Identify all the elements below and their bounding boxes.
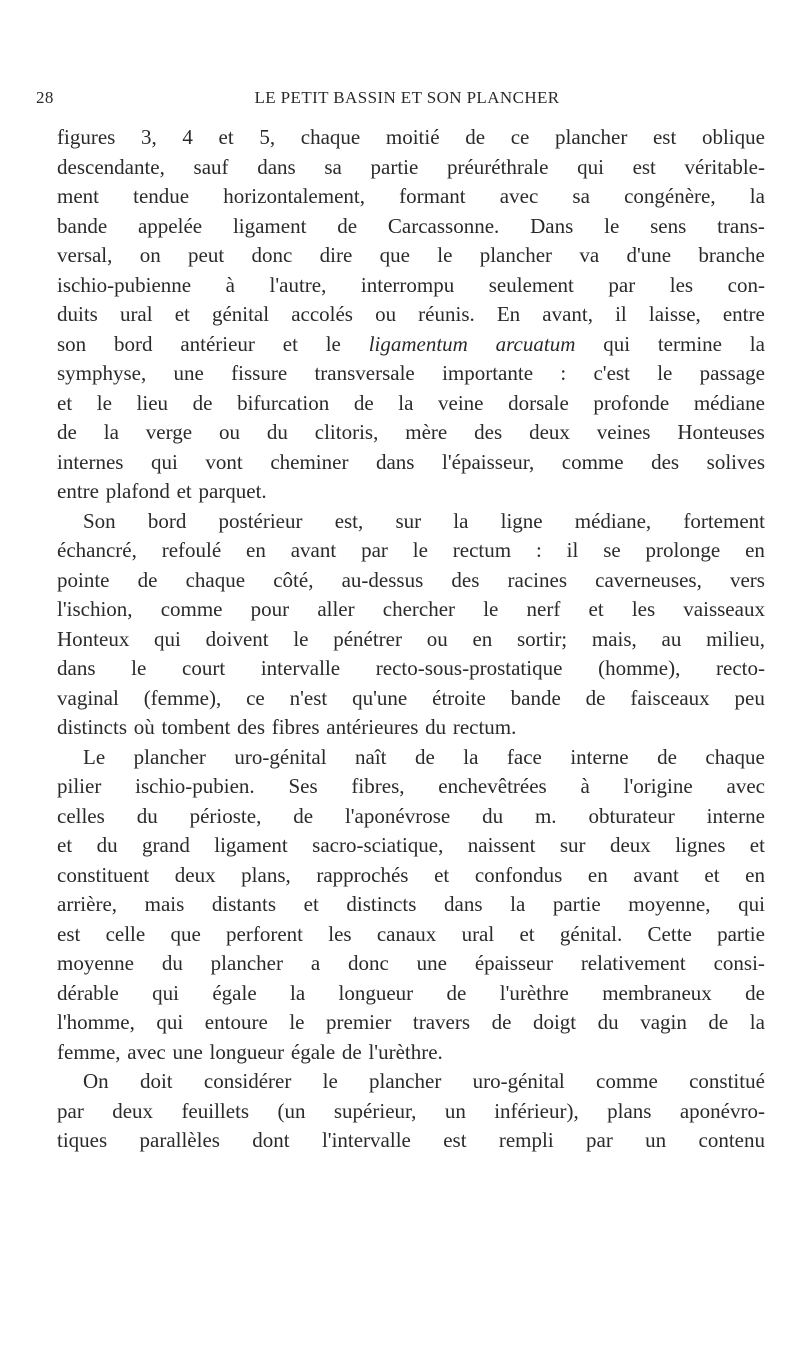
text-line: versal, on peut donc dire que le plancher va d'une branche xyxy=(57,243,765,267)
text-line: On doit considérer le plancher uro-génital comme constitué xyxy=(83,1069,765,1093)
text-line: moyenne du plancher a donc une épaisseur relativement consi- xyxy=(57,951,765,975)
text-line: pilier ischio-pubien. Ses fibres, enchevêtrées à l'origine avec xyxy=(57,774,765,798)
text-line: bande appelée ligament de Carcassonne. Dans le sens trans- xyxy=(57,213,765,238)
text-line: l'homme, qui entoure le premier travers de doigt du vagin de la xyxy=(57,1010,765,1034)
text-line: arrière, mais distants et distincts dans la partie moyenne, qui xyxy=(57,892,765,916)
text-line: par deux feuillets (un supérieur, un inférieur), plans aponévro- xyxy=(57,1098,765,1123)
text-line: pointe de chaque côté, au-dessus des racines caverneuses, vers xyxy=(57,567,765,592)
text-line: femme, avec une longueur égale de l'urèthre. xyxy=(57,1039,443,1064)
text-line: et le lieu de bifurcation de la veine dorsale profonde médiane xyxy=(57,390,765,415)
running-title: LE PETIT BASSIN ET SON PLANCHER xyxy=(254,88,560,107)
page-number: 28 xyxy=(36,88,54,107)
text-line: Le plancher uro-génital naît de la face interne de chaque xyxy=(83,744,765,769)
text-line: symphyse, une fissure transversale importante : c'est le passage xyxy=(57,361,765,385)
text-line: ment tendue horizontalement, formant avec sa congénère, la xyxy=(57,184,765,208)
text-line: l'ischion, comme pour aller chercher le nerf et les vaisseaux xyxy=(57,597,765,621)
text-line: internes qui vont cheminer dans l'épaisseur, comme des solives xyxy=(57,449,765,474)
text-line: est celle que perforent les canaux ural et génital. Cette partie xyxy=(57,921,765,946)
text-line: et du grand ligament sacro-sciatique, naissent sur deux lignes et xyxy=(57,833,765,857)
body-text xyxy=(57,123,765,1156)
running-head xyxy=(36,88,778,114)
text-line: descendante, sauf dans sa partie préuréthrale qui est véritable- xyxy=(57,154,765,179)
text-line: de la verge ou du clitoris, mère des deux veines Honteuses xyxy=(57,420,765,444)
text-line: entre plafond et parquet. xyxy=(57,479,267,503)
text-line: dans le court intervalle recto-sous-prostatique (homme), recto- xyxy=(57,656,765,680)
text-line: tiques parallèles dont l'intervalle est rempli par un contenu xyxy=(57,1128,765,1152)
text-line: constituent deux plans, rapprochés et confondus en avant et en xyxy=(57,862,765,887)
text-line: Honteux qui doivent le pénétrer ou en sortir; mais, au milieu, xyxy=(57,626,765,651)
text-line: son bord antérieur et le ligamentum arcuatum qui termine la xyxy=(57,331,765,356)
text-line: dérable qui égale la longueur de l'urèthre membraneux de xyxy=(57,980,765,1005)
text-line: vaginal (femme), ce n'est qu'une étroite bande de faisceaux peu xyxy=(57,685,765,710)
text-line: distincts où tombent des fibres antérieures du rectum. xyxy=(57,715,517,739)
text-line: figures 3, 4 et 5, chaque moitié de ce plancher est oblique xyxy=(57,125,765,149)
text-line: Son bord postérieur est, sur la ligne médiane, fortement xyxy=(83,508,765,533)
text-line: échancré, refoulé en avant par le rectum : il se prolonge en xyxy=(57,538,765,562)
text-line: celles du périoste, de l'aponévrose du m. obturateur interne xyxy=(57,803,765,828)
text-line: duits ural et génital accolés ou réunis. En avant, il laisse, entre xyxy=(57,302,765,326)
text-line: ischio-pubienne à l'autre, interrompu seulement par les con- xyxy=(57,272,765,297)
